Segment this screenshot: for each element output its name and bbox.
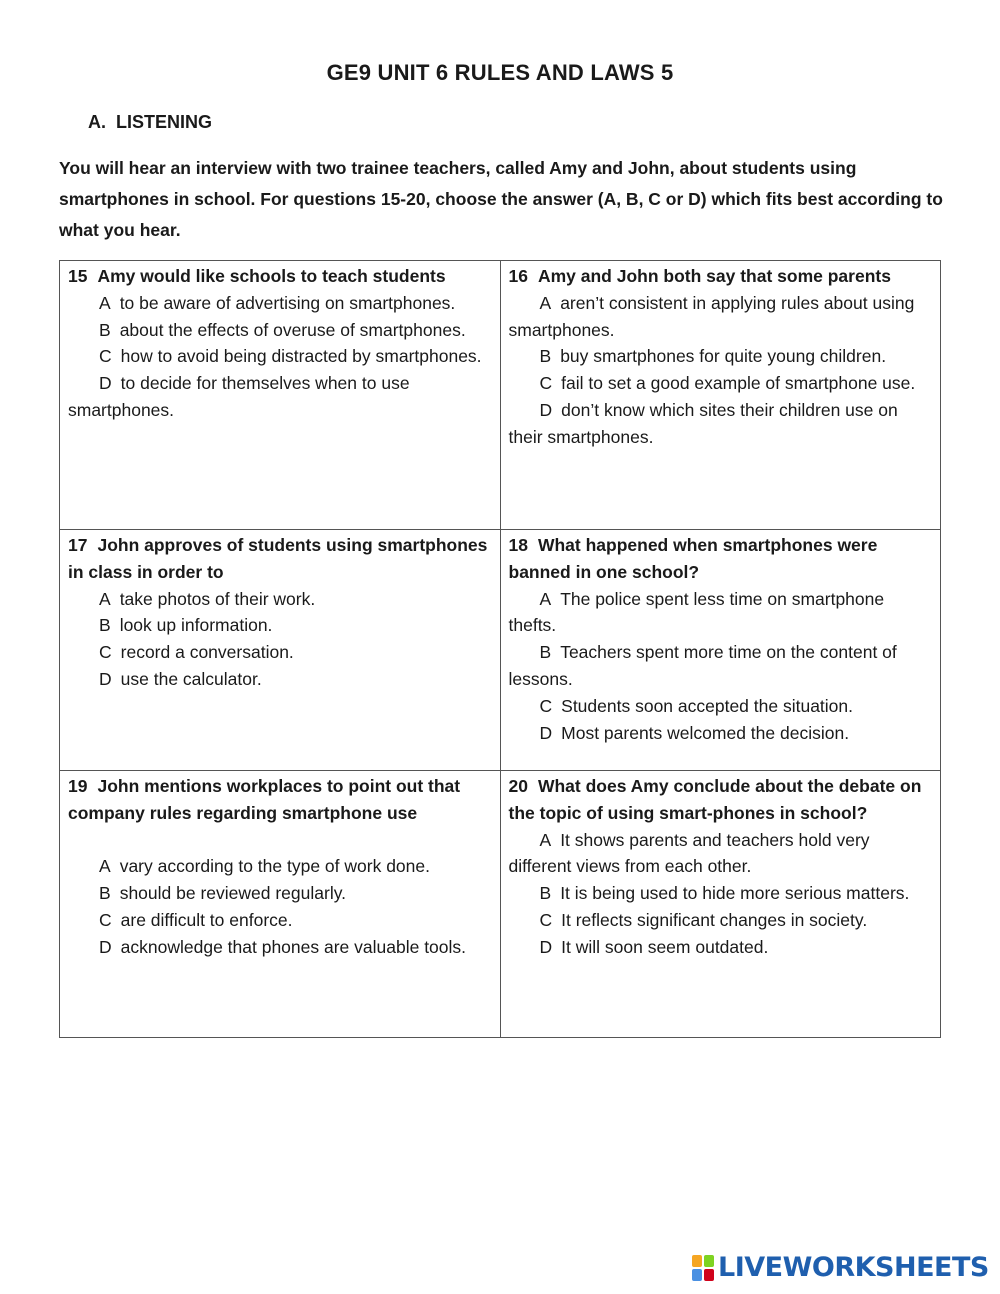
page-title: GE9 UNIT 6 RULES AND LAWS 5 xyxy=(326,60,674,85)
option-b[interactable]: B It is being used to hide more serious matters. xyxy=(539,883,910,904)
option-a[interactable]: A vary according to the type of work done. xyxy=(99,856,430,877)
option-d[interactable]: D use the calculator. xyxy=(99,668,262,689)
option-c[interactable]: C It reflects significant changes in society. xyxy=(539,909,868,930)
option-c[interactable]: C Students soon accepted the situation. xyxy=(539,695,854,716)
option-d[interactable]: D don’t know which sites their children use on their smartphones. xyxy=(508,399,898,447)
section-label: LISTENING xyxy=(116,112,213,132)
option-c[interactable]: C fail to set a good example of smartphone use. xyxy=(539,373,916,394)
logo-mark-icon xyxy=(692,1255,714,1281)
section-number: A. xyxy=(88,112,106,132)
option-b[interactable]: B should be reviewed regularly. xyxy=(99,883,347,904)
question-stem: 17 John approves of students using smartphones in class in order to xyxy=(68,535,488,582)
question-20 xyxy=(500,771,941,1038)
option-d[interactable]: D Most parents welcomed the decision. xyxy=(539,722,850,743)
table-row xyxy=(60,261,941,530)
logo-text: LIVEWORKSHEETS xyxy=(718,1252,989,1283)
question-stem: 16 Amy and John both say that some parents xyxy=(508,266,891,286)
option-a[interactable]: A to be aware of advertising on smartphones. xyxy=(99,292,456,313)
logo-square-4 xyxy=(704,1269,714,1281)
option-d[interactable]: D It will soon seem outdated. xyxy=(539,936,769,957)
question-19 xyxy=(60,771,501,1038)
option-a[interactable]: A aren’t consistent in applying rules about using smartphones. xyxy=(508,292,915,340)
logo-square-1 xyxy=(692,1255,702,1267)
table-row xyxy=(60,771,941,1038)
question-stem: 20 What does Amy conclude about the debate on the topic of using smart-phones in school? xyxy=(508,776,922,823)
option-a[interactable]: A It shows parents and teachers hold very different views from each other. xyxy=(508,829,870,877)
option-a[interactable]: A take photos of their work. xyxy=(99,588,316,609)
questions-table xyxy=(59,260,941,1038)
question-15 xyxy=(60,261,501,530)
question-stem: 19 John mentions workplaces to point out that company rules regarding smartphone use xyxy=(68,776,461,823)
section-heading xyxy=(88,112,212,133)
question-16 xyxy=(500,261,941,530)
option-b[interactable]: B buy smartphones for quite young children. xyxy=(539,346,887,367)
option-d[interactable]: D acknowledge that phones are valuable tools. xyxy=(99,936,467,957)
question-17 xyxy=(60,530,501,771)
option-b[interactable]: B look up information. xyxy=(99,615,273,636)
liveworksheets-logo[interactable] xyxy=(692,1252,989,1283)
option-a[interactable]: A The police spent less time on smartphone thefts. xyxy=(508,588,885,636)
option-b[interactable]: B about the effects of overuse of smartphones. xyxy=(99,319,466,340)
option-c[interactable]: C are difficult to enforce. xyxy=(99,909,293,930)
option-b[interactable]: B Teachers spent more time on the content of lessons. xyxy=(508,642,897,689)
option-c[interactable]: C how to avoid being distracted by smartphones. xyxy=(99,346,482,367)
option-d[interactable]: D to decide for themselves when to use smartphones. xyxy=(68,373,410,420)
question-18 xyxy=(500,530,941,771)
blank-line xyxy=(68,827,492,854)
table-row xyxy=(60,530,941,771)
option-c[interactable]: C record a conversation. xyxy=(99,642,294,663)
question-stem: 15 Amy would like schools to teach students xyxy=(68,266,446,286)
logo-square-3 xyxy=(692,1269,702,1281)
question-stem: 18 What happened when smartphones were banned in one school? xyxy=(508,535,878,582)
logo-square-2 xyxy=(704,1255,714,1267)
instructions: You will hear an interview with two trainee teachers, called Amy and John, about students using smartphones in school. For questions 15-20, choose the answer (A, B, C or D) which fits best according to what you hear. xyxy=(59,158,943,240)
